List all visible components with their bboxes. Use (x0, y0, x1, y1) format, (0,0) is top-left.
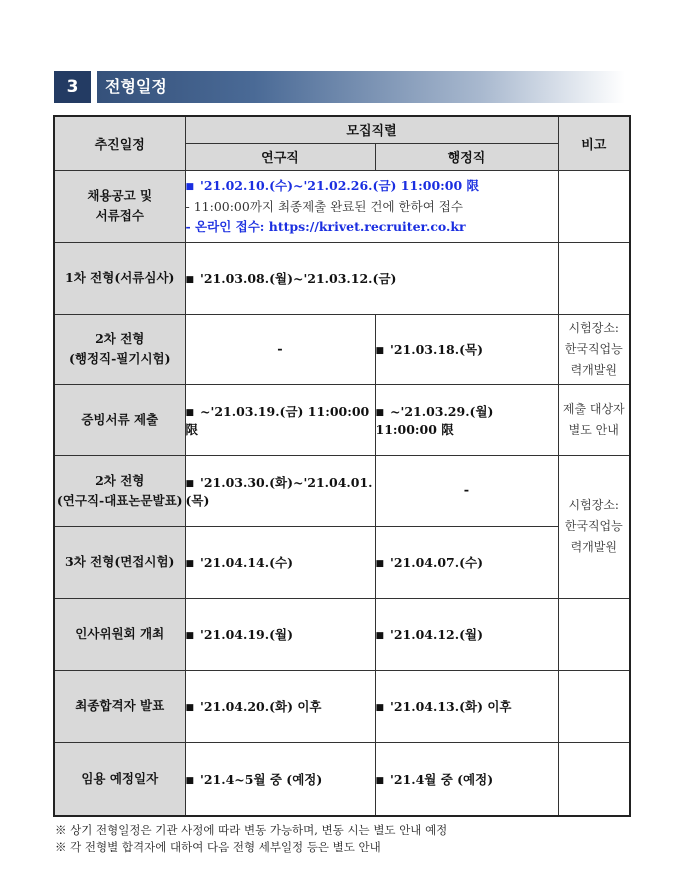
table-row (54, 670, 630, 742)
header-research: 연구직 (185, 143, 375, 170)
note-cell: 제출 대상자 별도 안내 (558, 384, 630, 455)
header-admin: 행정직 (375, 143, 558, 170)
bullet-icon: ■ (185, 631, 195, 641)
note-cell (558, 742, 630, 816)
section-title: 전형일정 (105, 77, 167, 96)
table-row (54, 170, 630, 242)
stage-cell: 2차 전형 (행정직-필기시험) (54, 314, 185, 384)
bullet-icon: ■ (185, 181, 195, 192)
stage-cell: 2차 전형 (연구직-대표논문발표) (54, 455, 185, 526)
header-note: 비고 (558, 116, 630, 170)
bullet-icon: ■ (185, 275, 195, 285)
research-cell: ■ '21.04.14.(수) (185, 526, 375, 598)
stage-cell: 채용공고 및 서류접수 (54, 170, 185, 242)
bullet-icon: ■ (375, 775, 385, 786)
stage-cell: 임용 예정일자 (54, 742, 185, 816)
research-cell: ■ '21.04.20.(화) 이후 (185, 670, 375, 742)
research-cell: ■ '21.03.30.(화)~'21.04.01.(목) (185, 455, 375, 526)
footnote: ※ 상기 전형일정은 기관 사정에 따라 변동 가능하며, 변동 시는 별도 안내 예정 (55, 823, 448, 837)
stage-cell: 인사위원회 개최 (54, 598, 185, 670)
stage-cell: 3차 전형(면접시험) (54, 526, 185, 598)
note-cell (558, 670, 630, 742)
section-divider (91, 71, 97, 103)
section-number: 3 (54, 71, 91, 103)
header-stage: 추진일정 (54, 116, 185, 170)
header-positions: 모집직렬 (185, 116, 558, 143)
admin-cell: ■ '21.04.13.(화) 이후 (375, 670, 558, 742)
schedule-cell: ■ '21.02.10.(수)~'21.02.26.(금) 11:00:00 限 - 11:00:00까지 최종제출 완료된 건에 한하여 접수 - 온라인 접수: https://krivet.recruiter.co.kr (185, 170, 558, 242)
bullet-icon: ■ (375, 559, 385, 569)
stage-cell: 최종합격자 발표 (54, 670, 185, 742)
admin-cell: ■ ~'21.03.29.(월) 11:00:00 限 (375, 384, 558, 455)
bullet-icon: ■ (375, 407, 385, 418)
bullet-icon: ■ (185, 559, 195, 569)
bullet-icon: ■ (375, 346, 385, 356)
online-application-link[interactable]: - 온라인 접수: https://krivet.recruiter.co.kr (185, 218, 466, 234)
table-row (54, 742, 630, 816)
admin-cell: ■ '21.4월 중 (예정) (375, 742, 558, 816)
note-cell (558, 170, 630, 242)
table-row (54, 455, 630, 526)
admin-cell: ■ '21.04.07.(수) (375, 526, 558, 598)
research-cell: ■ ~'21.03.19.(금) 11:00:00 限 (185, 384, 375, 455)
header-row (54, 116, 630, 143)
note-cell (558, 598, 630, 670)
bullet-icon: ■ (375, 631, 385, 641)
research-cell: - (185, 314, 375, 384)
schedule-cell: ■ '21.03.08.(월)~'21.03.12.(금) (185, 242, 558, 314)
research-cell: ■ '21.4~5월 중 (예정) (185, 742, 375, 816)
section-header (54, 71, 625, 103)
table-row (54, 242, 630, 314)
note-cell: 시험장소: 한국직업능 력개발원 (558, 314, 630, 384)
table-row (54, 384, 630, 455)
bullet-icon: ■ (185, 703, 195, 713)
note-cell: 시험장소: 한국직업능 력개발원 (558, 455, 630, 598)
footnote: ※ 각 전형별 합격자에 대하여 다음 전형 세부일정 등은 별도 안내 (55, 840, 381, 854)
stage-cell: 증빙서류 제출 (54, 384, 185, 455)
bullet-icon: ■ (185, 478, 195, 489)
bullet-icon: ■ (375, 703, 385, 713)
admin-cell: ■ '21.03.18.(목) (375, 314, 558, 384)
table-row (54, 526, 630, 598)
note-cell (558, 242, 630, 314)
bullet-icon: ■ (185, 407, 195, 418)
table-row (54, 314, 630, 384)
stage-cell: 1차 전형(서류심사) (54, 242, 185, 314)
bullet-icon: ■ (185, 775, 195, 786)
table-row (54, 598, 630, 670)
admin-cell: - (375, 455, 558, 526)
admin-cell: ■ '21.04.12.(월) (375, 598, 558, 670)
research-cell: ■ '21.04.19.(월) (185, 598, 375, 670)
schedule-table (53, 115, 631, 817)
